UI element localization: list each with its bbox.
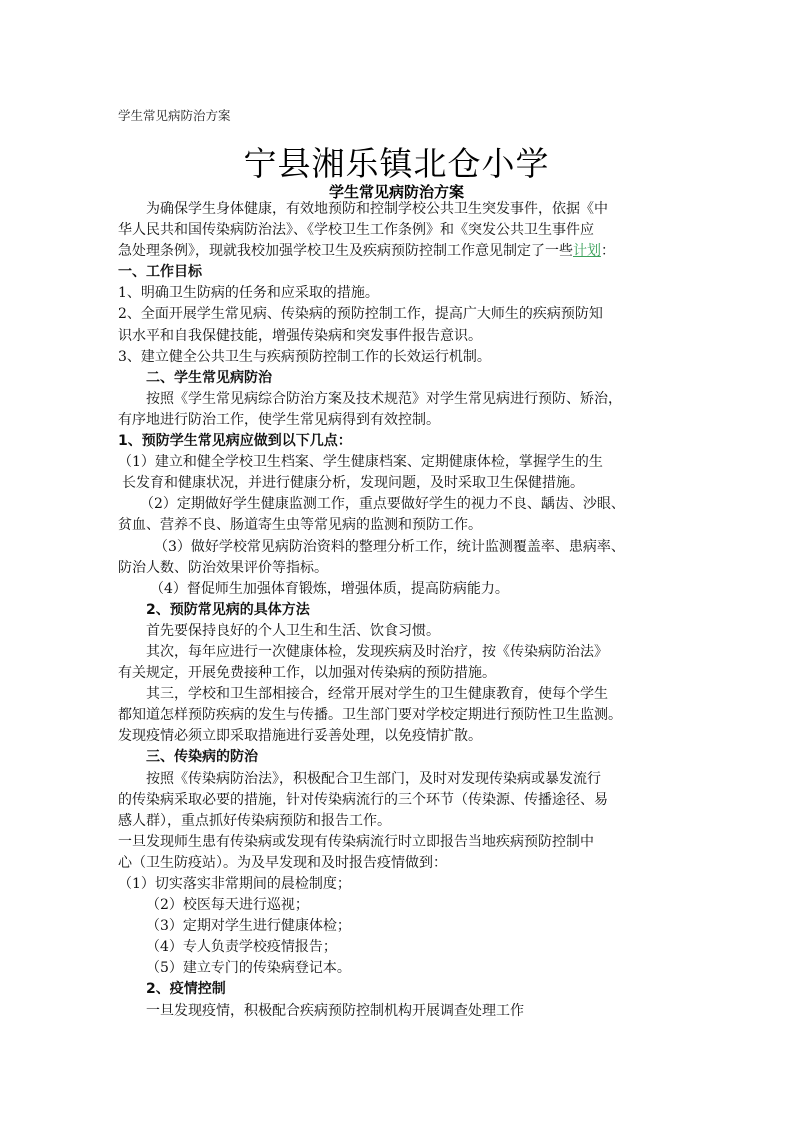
paragraph-line: 其次，每年应进行一次健康体检，发现疾病及时治疗，按《传染病防治法》 (146, 643, 608, 660)
list-item: （1）建立和健全学校卫生档案、学生健康档案、定期健康体检，掌握学生的生 (118, 454, 603, 471)
intro-line: 华人民共和国传染病防治法》、《学校卫生工作条例》和《突发公共卫生事件应 (118, 222, 594, 239)
subheading: 1、预防学生常见病应做到以下几点： (118, 433, 352, 450)
paragraph-line: 一旦发现疫情，积极配合疾病预防控制机构开展调查处理工作 (146, 1002, 524, 1019)
subheading: 2、疫情控制 (146, 981, 226, 998)
list-item: （2）定期做好学生健康监测工作，重点要做好学生的视力不良、龋齿、沙眼、 (140, 496, 625, 513)
list-item: （3）做好学校常见病防治资料的整理分析工作，统计监测覆盖率、患病率、 (154, 538, 625, 555)
list-item: 防治人数、防治效果评价等指标。 (118, 559, 328, 576)
paragraph-line: 一旦发现师生患有传染病或发现有传染病流行时立即报告当地疾病预防控制中 (118, 833, 594, 850)
intro-text: 急处理条例》，现就我校加强学校卫生及疾病预防控制工作意见制定了一些 (118, 243, 573, 260)
plan-link[interactable]: 计划 (573, 243, 601, 260)
paragraph-line: 的传染病采取必要的措施，针对传染病流行的三个环节（传染源、传播途径、易 (118, 791, 608, 808)
list-item: （5）建立专门的传染病登记本。 (146, 960, 351, 977)
list-item: （1）切实落实非常期间的晨检制度； (118, 876, 351, 892)
document-title: 学生常见病防治方案 (328, 183, 464, 201)
list-item: （4）督促师生加强体育锻炼，增强体质，提高防病能力。 (150, 580, 509, 597)
section1-item: 2、全面开展学生常见病、传染病的预防控制工作，提高广大师生的疾病预防知 (118, 306, 603, 323)
section1-heading: 一、工作目标 (118, 264, 202, 281)
paragraph-line: 按照《传染病防治法》，积极配合卫生部门，及时对发现传染病或暴发流行 (146, 770, 601, 787)
school-name: 宁县湘乐镇北仓小学 (243, 144, 550, 183)
paragraph-line: 发现疫情必须立即采取措施进行妥善处理，以免疫情扩散。 (118, 728, 482, 745)
list-item: （4）专人负责学校疫情报告； (146, 939, 337, 956)
section1-item: 1、明确卫生防病的任务和应采取的措施。 (118, 285, 379, 302)
paragraph-line: 感人群），重点抓好传染病预防和报告工作。 (118, 812, 391, 829)
section3-heading: 三、传染病的防治 (146, 749, 258, 766)
paragraph-line: 其三，学校和卫生部相接合，经常开展对学生的卫生健康教育，使每个学生 (146, 686, 608, 703)
intro-line: 为确保学生身体健康，有效地预防和控制学校公共卫生突发事件，依据《中 (146, 201, 608, 217)
section2-heading: 二、学生常见病防治 (146, 369, 272, 386)
paragraph-line: 心（卫生防疫站）。为及早发现和及时报告疫情做到： (118, 854, 447, 871)
list-item: 贫血、营养不良、肠道寄生虫等常见病的监测和预防工作。 (118, 517, 482, 534)
paragraph-line: 都知道怎样预防疾病的发生与传播。卫生部门要对学校定期进行预防性卫生监测。 (118, 707, 622, 724)
paragraph-line: 首先要保持良好的个人卫生和生活、饮食习惯。 (146, 622, 440, 639)
document-body (118, 199, 686, 1022)
paragraph-line: 按照《学生常见病综合防治方案及技术规范》对学生常见病进行预防、矫治， (146, 390, 622, 407)
intro-end: ： (601, 243, 615, 260)
paragraph-line: 有序地进行防治工作，使学生常见病得到有效控制。 (118, 411, 440, 428)
paragraph-line: 有关规定，开展免费接种工作，以加强对传染病的预防措施。 (118, 665, 496, 682)
list-item: （3）定期对学生进行健康体检； (146, 918, 351, 935)
subheading: 2、预防常见病的具体方法 (146, 601, 310, 618)
running-header: 学生常见病防治方案 (118, 108, 231, 123)
section1-item: 3、建立健全公共卫生与疾病预防控制工作的长效运行机制。 (118, 348, 491, 365)
list-item: 长发育和健康状况，并进行健康分析，发现问题，及时采取卫生保健措施。 (122, 475, 584, 492)
list-item: （2）校医每天进行巡视； (146, 897, 309, 914)
section1-item: 识水平和自我保健技能，增强传染病和突发事件报告意识。 (118, 327, 482, 344)
intro-line (118, 241, 686, 262)
